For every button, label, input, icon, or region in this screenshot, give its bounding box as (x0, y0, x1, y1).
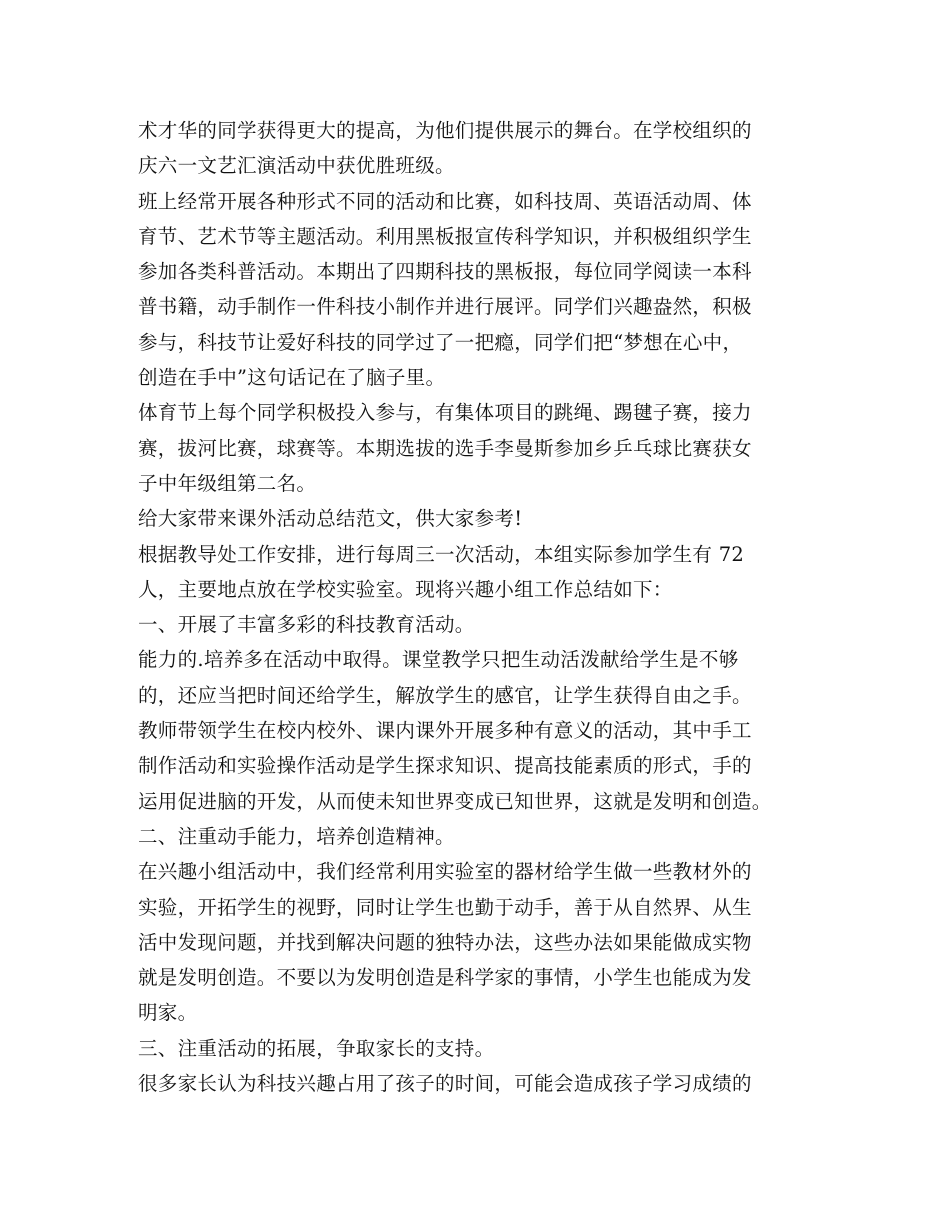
text-line: 育节、艺术节等主题活动。利用黑板报宣传科学知识，并积极组织学生 (138, 224, 752, 248)
text-line: 庆六一文艺汇演活动中获优胜班级。 (138, 154, 455, 178)
text-line: 参加各类科普活动。本期出了四期科技的黑板报，每位同学阅读一本科 (138, 260, 752, 284)
text-line: 班上经常开展各种形式不同的活动和比赛，如科技周、英语活动周、体 (138, 189, 752, 213)
text-line: 实验，开拓学生的视野，同时让学生也勤于动手，善于从自然界、从生 (138, 895, 752, 919)
text-line: 能力的.培养多在活动中取得。课堂教学只把生动活泼献给学生是不够 (138, 648, 739, 672)
text-line: 赛，拔河比赛，球赛等。本期选拔的选手李曼斯参加乡乒乓球比赛获女 (138, 436, 752, 460)
text-line: 给大家带来课外活动总结范文，供大家参考! (138, 507, 523, 531)
section-heading: 二、注重动手能力，培养创造精神。 (138, 824, 455, 848)
text-line: 运用促进脑的开发，从而使未知世界变成已知世界，这就是发明和创造。 (138, 789, 772, 813)
text-line: 明家。 (138, 1001, 198, 1025)
text-line: 创造在手中”这句话记在了脑子里。 (138, 366, 446, 390)
text-line: 人，主要地点放在学校实验室。现将兴趣小组工作总结如下： (138, 577, 673, 601)
text-line: 的，还应当把时间还给学生，解放学生的感官，让学生获得自由之手。 (138, 683, 752, 707)
document-body (138, 113, 838, 1101)
text-line: 体育节上每个同学积极投入参与，有集体项目的跳绳、踢毽子赛，接力 (138, 401, 752, 425)
text-line: 普书籍，动手制作一件科技小制作并进行展评。同学们兴趣盎然，积极 (138, 295, 752, 319)
text-line: 参与，科技节让爱好科技的同学过了一把瘾，同学们把“梦想在心中， (138, 330, 743, 354)
section-heading: 一、开展了丰富多彩的科技教育活动。 (138, 613, 475, 637)
text-line: 制作活动和实验操作活动是学生探求知识、提高技能素质的形式，手的 (138, 754, 752, 778)
text-line: 根据教导处工作安排，进行每周三一次活动，本组实际参加学生有 72 (138, 542, 745, 566)
section-heading: 三、注重活动的拓展，争取家长的支持。 (138, 1036, 495, 1060)
text-line: 很多家长认为科技兴趣占用了孩子的时间，可能会造成孩子学习成绩的 (138, 1072, 752, 1096)
text-line: 就是发明创造。不要以为发明创造是科学家的事情，小学生也能成为发 (138, 966, 752, 990)
text-line: 活中发现问题，并找到解决问题的独特办法，这些办法如果能做成实物 (138, 930, 752, 954)
text-line: 教师带领学生在校内校外、课内课外开展多种有意义的活动，其中手工 (138, 719, 752, 743)
text-line: 子中年级组第二名。 (138, 471, 317, 495)
text-line: 术才华的同学获得更大的提高，为他们提供展示的舞台。在学校组织的 (138, 119, 752, 142)
text-line: 在兴趣小组活动中，我们经常利用实验室的器材给学生做一些教材外的 (138, 860, 752, 884)
